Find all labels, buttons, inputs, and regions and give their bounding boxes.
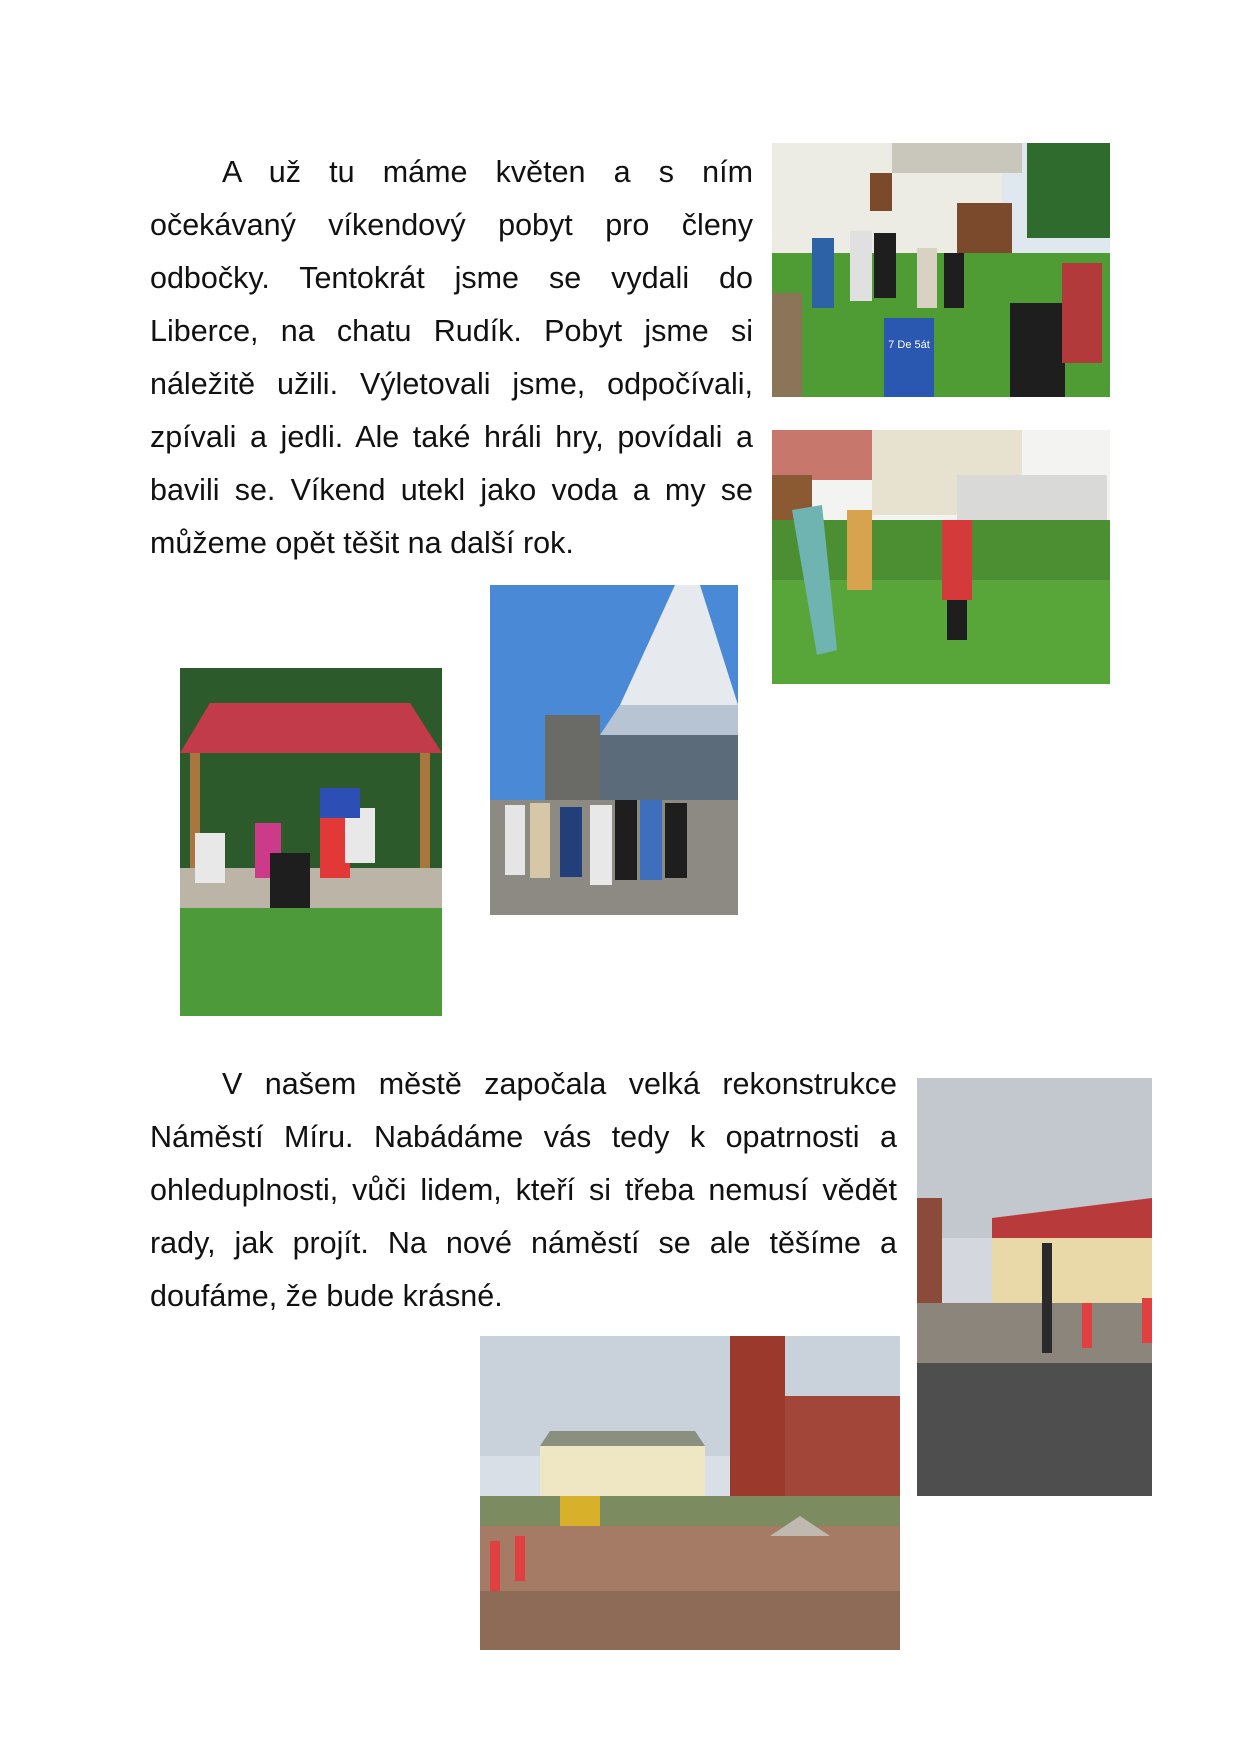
- photo-gazebo-picnic: [180, 668, 442, 1016]
- photo-tower-group: [490, 585, 738, 915]
- paragraph-square-reconstruction: V našem městě započala velká rekonstrukce Náměstí Míru. Nabádáme vás tedy k opatrnosti a ohleduplnosti, vůči lidem, kteří si třeba nemusí vědět rady, jak projít. Na nové náměstí se ale těšíme a doufáme, že bude krásné.: [150, 1067, 897, 1313]
- photo-square-building: [917, 1078, 1152, 1496]
- photo-church-construction: [480, 1336, 900, 1650]
- shirt-print-text: 7 De 5át: [888, 339, 930, 351]
- photo-group-in-yard: [772, 143, 1110, 397]
- paragraph-weekend-stay: A už tu máme květen a s ním očekávaný víkendový pobyt pro členy odbočky. Tentokrát jsme se vydali do Liberce, na chatu Rudík. Pobyt jsme si náležitě užili. Výletovali jsme, odpočívali, zpívali a jedli. Ale také hráli hry, povídali a bavili se. Víkend utekl jako voda a my se můžeme opět těšit na další rok.: [150, 155, 753, 560]
- photo-garden-game: [772, 430, 1110, 684]
